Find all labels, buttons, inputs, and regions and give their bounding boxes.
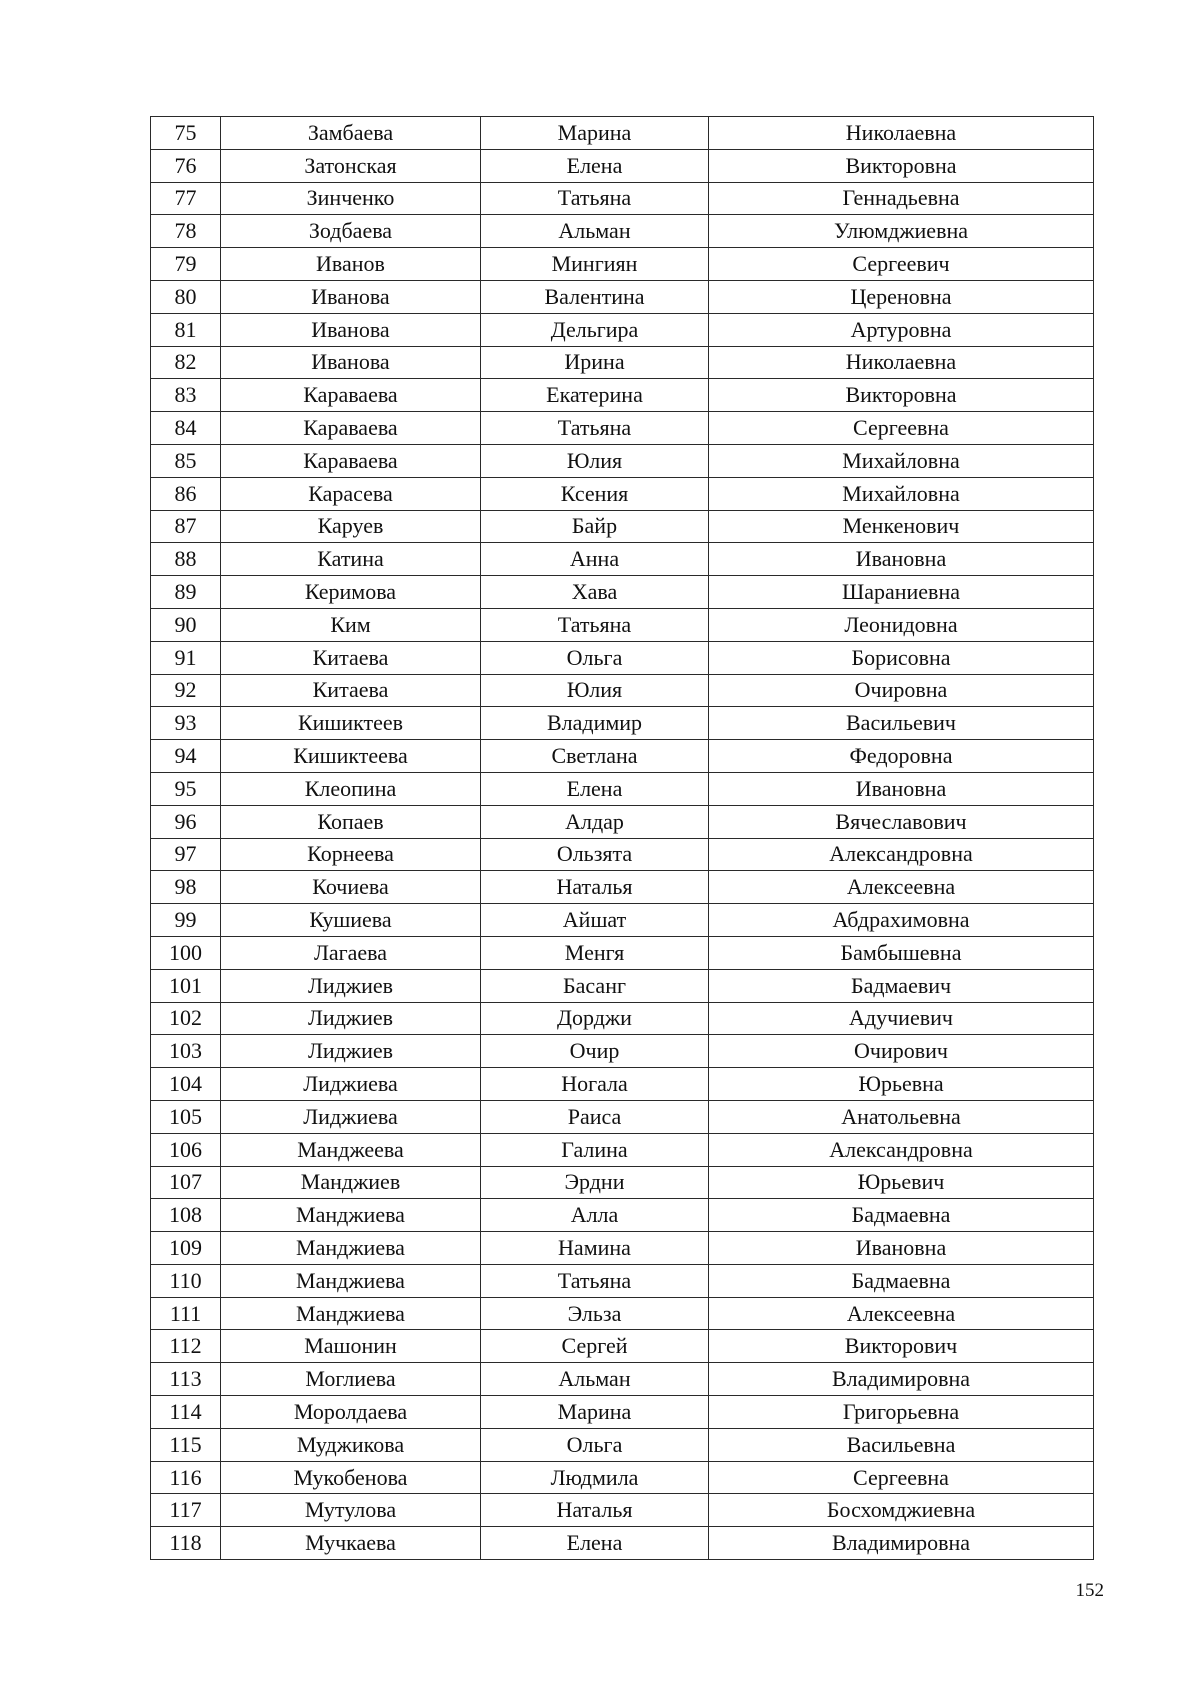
first-name-cell: Айшат [481,904,709,937]
row-number-cell: 110 [151,1264,221,1297]
last-name-cell: Манджеева [221,1133,481,1166]
table-row [151,1264,1094,1297]
table-row [151,674,1094,707]
last-name-cell: Мутулова [221,1494,481,1527]
last-name-cell: Керимова [221,576,481,609]
last-name-cell: Кишиктеев [221,707,481,740]
table-row [151,313,1094,346]
row-number-cell: 96 [151,805,221,838]
row-number-cell: 95 [151,772,221,805]
last-name-cell: Моролдаева [221,1396,481,1429]
row-number-cell: 78 [151,215,221,248]
last-name-cell: Манджиев [221,1166,481,1199]
table-row [151,805,1094,838]
row-number-cell: 116 [151,1461,221,1494]
table-row [151,477,1094,510]
row-number-cell: 93 [151,707,221,740]
row-number-cell: 106 [151,1133,221,1166]
last-name-cell: Иванова [221,313,481,346]
last-name-cell: Китаева [221,641,481,674]
patronymic-cell: Михайловна [709,477,1094,510]
first-name-cell: Анна [481,543,709,576]
last-name-cell: Замбаева [221,117,481,150]
patronymic-cell: Сергеевич [709,248,1094,281]
row-number-cell: 101 [151,969,221,1002]
row-number-cell: 89 [151,576,221,609]
last-name-cell: Караваева [221,444,481,477]
table-row [151,969,1094,1002]
last-name-cell: Лиджиев [221,1002,481,1035]
table-row [151,1166,1094,1199]
last-name-cell: Иванов [221,248,481,281]
last-name-cell: Иванова [221,346,481,379]
page-number: 152 [1075,1580,1104,1601]
patronymic-cell: Владимировна [709,1363,1094,1396]
first-name-cell: Марина [481,117,709,150]
first-name-cell: Алла [481,1199,709,1232]
patronymic-cell: Менкенович [709,510,1094,543]
row-number-cell: 109 [151,1232,221,1265]
last-name-cell: Зинченко [221,182,481,215]
row-number-cell: 115 [151,1428,221,1461]
patronymic-cell: Викторовна [709,379,1094,412]
table-row [151,543,1094,576]
last-name-cell: Лиджиева [221,1068,481,1101]
last-name-cell: Катина [221,543,481,576]
table-row [151,1461,1094,1494]
first-name-cell: Намина [481,1232,709,1265]
last-name-cell: Лиджиев [221,1035,481,1068]
first-name-cell: Ольга [481,641,709,674]
table-row [151,1297,1094,1330]
last-name-cell: Зодбаева [221,215,481,248]
first-name-cell: Байр [481,510,709,543]
row-number-cell: 77 [151,182,221,215]
first-name-cell: Альман [481,215,709,248]
last-name-cell: Лиджиев [221,969,481,1002]
first-name-cell: Хава [481,576,709,609]
table-row [151,117,1094,150]
row-number-cell: 90 [151,608,221,641]
last-name-cell: Клеопина [221,772,481,805]
first-name-cell: Владимир [481,707,709,740]
first-name-cell: Дорджи [481,1002,709,1035]
first-name-cell: Марина [481,1396,709,1429]
table-row [151,576,1094,609]
first-name-cell: Татьяна [481,1264,709,1297]
last-name-cell: Карасева [221,477,481,510]
patronymic-cell: Ивановна [709,1232,1094,1265]
patronymic-cell: Шараниевна [709,576,1094,609]
table-row [151,280,1094,313]
patronymic-cell: Бадмаевич [709,969,1094,1002]
first-name-cell: Раиса [481,1100,709,1133]
patronymic-cell: Васильевич [709,707,1094,740]
last-name-cell: Иванова [221,280,481,313]
first-name-cell: Наталья [481,871,709,904]
patronymic-cell: Викторович [709,1330,1094,1363]
row-number-cell: 108 [151,1199,221,1232]
table-row [151,608,1094,641]
row-number-cell: 117 [151,1494,221,1527]
patronymic-cell: Анатольевна [709,1100,1094,1133]
first-name-cell: Ольга [481,1428,709,1461]
row-number-cell: 83 [151,379,221,412]
row-number-cell: 91 [151,641,221,674]
table-row [151,1035,1094,1068]
first-name-cell: Ногала [481,1068,709,1101]
row-number-cell: 87 [151,510,221,543]
first-name-cell: Мингиян [481,248,709,281]
patronymic-cell: Очирович [709,1035,1094,1068]
last-name-cell: Лагаева [221,936,481,969]
last-name-cell: Корнеева [221,838,481,871]
last-name-cell: Кушиева [221,904,481,937]
last-name-cell: Мучкаева [221,1527,481,1560]
table-row [151,1363,1094,1396]
table-row [151,1199,1094,1232]
row-number-cell: 88 [151,543,221,576]
table-row [151,1396,1094,1429]
patronymic-cell: Бадмаевна [709,1199,1094,1232]
row-number-cell: 103 [151,1035,221,1068]
last-name-cell: Манджиева [221,1199,481,1232]
last-name-cell: Манджиева [221,1264,481,1297]
table-row [151,1232,1094,1265]
row-number-cell: 92 [151,674,221,707]
table-row [151,412,1094,445]
last-name-cell: Затонская [221,149,481,182]
first-name-cell: Менгя [481,936,709,969]
row-number-cell: 76 [151,149,221,182]
first-name-cell: Елена [481,1527,709,1560]
patronymic-cell: Борисовна [709,641,1094,674]
patronymic-cell: Александровна [709,1133,1094,1166]
names-table [150,116,1094,1560]
last-name-cell: Кочиева [221,871,481,904]
patronymic-cell: Николаевна [709,117,1094,150]
patronymic-cell: Ивановна [709,543,1094,576]
row-number-cell: 81 [151,313,221,346]
last-name-cell: Манджиева [221,1297,481,1330]
table-row [151,379,1094,412]
patronymic-cell: Очировна [709,674,1094,707]
row-number-cell: 79 [151,248,221,281]
first-name-cell: Юлия [481,674,709,707]
patronymic-cell: Григорьевна [709,1396,1094,1429]
table-row [151,1068,1094,1101]
first-name-cell: Эрдни [481,1166,709,1199]
last-name-cell: Караваева [221,412,481,445]
patronymic-cell: Васильевна [709,1428,1094,1461]
table-row [151,838,1094,871]
first-name-cell: Елена [481,772,709,805]
table-row [151,1002,1094,1035]
patronymic-cell: Геннадьевна [709,182,1094,215]
table-row [151,1100,1094,1133]
first-name-cell: Татьяна [481,412,709,445]
table-row [151,904,1094,937]
patronymic-cell: Юрьевна [709,1068,1094,1101]
row-number-cell: 113 [151,1363,221,1396]
table-row [151,149,1094,182]
first-name-cell: Очир [481,1035,709,1068]
table-row [151,1330,1094,1363]
table-row [151,510,1094,543]
first-name-cell: Елена [481,149,709,182]
table-row [151,772,1094,805]
patronymic-cell: Адучиевич [709,1002,1094,1035]
table-row [151,215,1094,248]
first-name-cell: Екатерина [481,379,709,412]
first-name-cell: Валентина [481,280,709,313]
last-name-cell: Манджиева [221,1232,481,1265]
table-row [151,444,1094,477]
row-number-cell: 82 [151,346,221,379]
first-name-cell: Басанг [481,969,709,1002]
patronymic-cell: Викторовна [709,149,1094,182]
table-row [151,707,1094,740]
row-number-cell: 118 [151,1527,221,1560]
last-name-cell: Мукобенова [221,1461,481,1494]
table-row [151,936,1094,969]
row-number-cell: 112 [151,1330,221,1363]
patronymic-cell: Сергеевна [709,412,1094,445]
row-number-cell: 85 [151,444,221,477]
patronymic-cell: Босхомджиевна [709,1494,1094,1527]
patronymic-cell: Ивановна [709,772,1094,805]
first-name-cell: Альман [481,1363,709,1396]
first-name-cell: Дельгира [481,313,709,346]
last-name-cell: Кишиктеева [221,740,481,773]
patronymic-cell: Александровна [709,838,1094,871]
row-number-cell: 111 [151,1297,221,1330]
patronymic-cell: Николаевна [709,346,1094,379]
table-row [151,1494,1094,1527]
patronymic-cell: Леонидовна [709,608,1094,641]
row-number-cell: 84 [151,412,221,445]
row-number-cell: 105 [151,1100,221,1133]
row-number-cell: 94 [151,740,221,773]
first-name-cell: Алдар [481,805,709,838]
last-name-cell: Каруев [221,510,481,543]
row-number-cell: 100 [151,936,221,969]
patronymic-cell: Сергеевна [709,1461,1094,1494]
first-name-cell: Наталья [481,1494,709,1527]
last-name-cell: Машонин [221,1330,481,1363]
first-name-cell: Светлана [481,740,709,773]
table-row [151,740,1094,773]
row-number-cell: 75 [151,117,221,150]
first-name-cell: Сергей [481,1330,709,1363]
table-row [151,182,1094,215]
row-number-cell: 97 [151,838,221,871]
row-number-cell: 107 [151,1166,221,1199]
first-name-cell: Татьяна [481,182,709,215]
table-row [151,248,1094,281]
patronymic-cell: Бамбышевна [709,936,1094,969]
last-name-cell: Караваева [221,379,481,412]
last-name-cell: Муджикова [221,1428,481,1461]
table-row [151,641,1094,674]
table-row [151,1133,1094,1166]
row-number-cell: 80 [151,280,221,313]
patronymic-cell: Владимировна [709,1527,1094,1560]
row-number-cell: 104 [151,1068,221,1101]
first-name-cell: Ирина [481,346,709,379]
row-number-cell: 114 [151,1396,221,1429]
patronymic-cell: Артуровна [709,313,1094,346]
patronymic-cell: Абдрахимовна [709,904,1094,937]
first-name-cell: Татьяна [481,608,709,641]
table-row [151,871,1094,904]
patronymic-cell: Федоровна [709,740,1094,773]
last-name-cell: Ким [221,608,481,641]
patronymic-cell: Бадмаевна [709,1264,1094,1297]
table-row [151,346,1094,379]
last-name-cell: Лиджиева [221,1100,481,1133]
last-name-cell: Моглиева [221,1363,481,1396]
patronymic-cell: Михайловна [709,444,1094,477]
patronymic-cell: Алексеевна [709,871,1094,904]
names-table-body [151,117,1094,1560]
patronymic-cell: Алексеевна [709,1297,1094,1330]
last-name-cell: Копаев [221,805,481,838]
row-number-cell: 86 [151,477,221,510]
last-name-cell: Китаева [221,674,481,707]
patronymic-cell: Вячеславович [709,805,1094,838]
first-name-cell: Людмила [481,1461,709,1494]
first-name-cell: Эльза [481,1297,709,1330]
first-name-cell: Ксения [481,477,709,510]
row-number-cell: 102 [151,1002,221,1035]
row-number-cell: 99 [151,904,221,937]
first-name-cell: Ользята [481,838,709,871]
table-row [151,1527,1094,1560]
row-number-cell: 98 [151,871,221,904]
first-name-cell: Юлия [481,444,709,477]
patronymic-cell: Юрьевич [709,1166,1094,1199]
patronymic-cell: Улюмджиевна [709,215,1094,248]
first-name-cell: Галина [481,1133,709,1166]
table-row [151,1428,1094,1461]
patronymic-cell: Цереновна [709,280,1094,313]
